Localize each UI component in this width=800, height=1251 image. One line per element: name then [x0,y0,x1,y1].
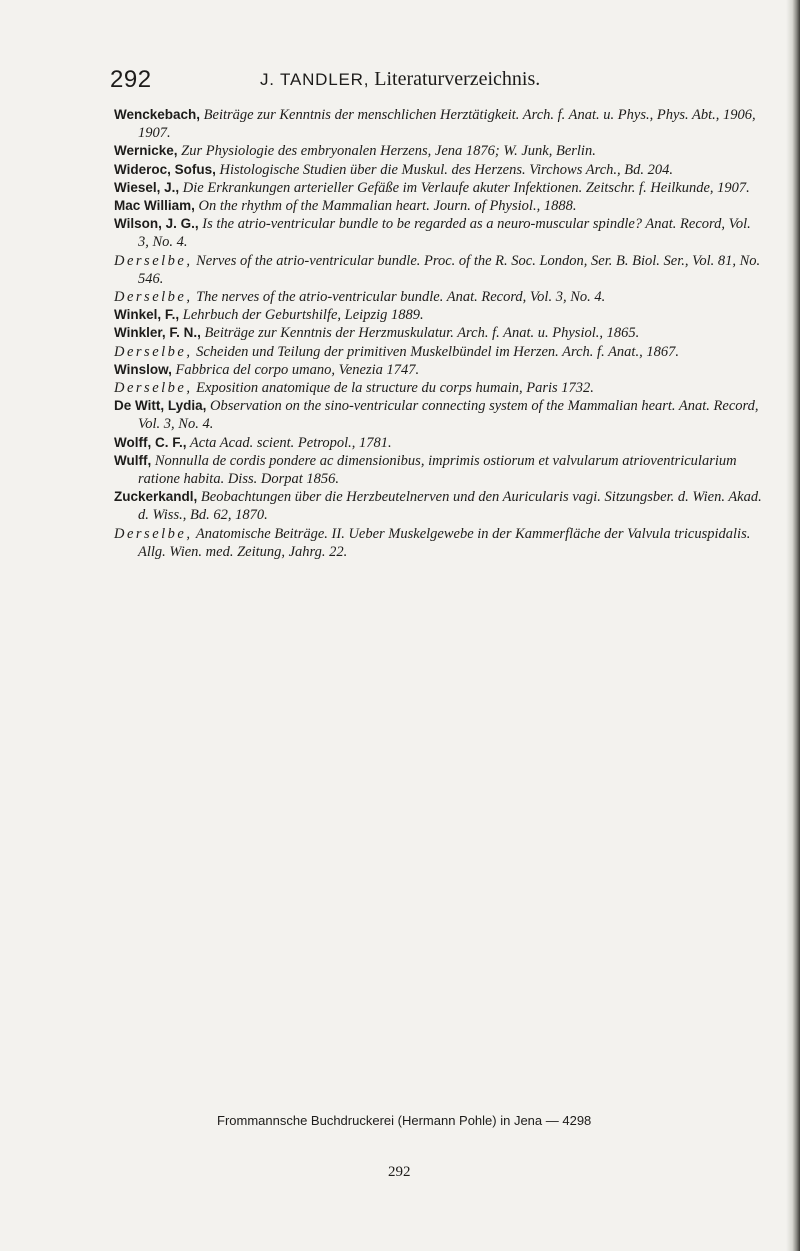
bibliography-entry [114,142,762,160]
entry-author: Wulff, [114,452,152,468]
entry-citation: Is the atrio-ventricular bundle to be regarded as a neuro-muscular spindle? Anat. Record, Vol. 3, No. 4. [138,216,751,251]
bibliography-entry [114,343,762,361]
entry-citation: Beiträge zur Kenntnis der Herzmuskulatur. Arch. f. Anat. u. Physiol., 1865. [200,325,640,342]
entry-citation: Beobachtungen über die Herzbeutelnerven und den Auricularis vagi. Sitzungsber. d. Wien. Akad. d. Wiss., Bd. 62, 1870. [138,489,762,524]
bibliography-entry [114,197,762,215]
entry-author: Wiesel, J., [114,179,180,195]
entry-author: Wernicke, [114,143,178,159]
entry-citation: Die Erkrankungen arterieller Gefäße im Verlaufe akuter Infektionen. Zeitschr. f. Heilkunde, 1907. [179,179,750,196]
entry-citation: Nonnulla de cordis pondere ac dimensionibus, imprimis ostiorum et valvularum atrioventricularium ratione habita. Diss. Dorpat 1856. [138,452,737,488]
entry-author: Derselbe, [114,252,193,269]
bibliography-list [114,106,762,561]
entry-citation: The nerves of the atrio-ventricular bundle. Anat. Record, Vol. 3, No. 4. [192,289,606,306]
entry-author: Zuckerkandl, [114,489,198,505]
entry-citation: Exposition anatomique de la structure du corps humain, Paris 1732. [192,380,594,397]
entry-citation: Acta Acad. scient. Petropol., 1781. [186,434,392,451]
bibliography-entry [114,379,762,397]
bibliography-entry [114,306,762,324]
entry-author: De Witt, Lydia, [114,398,207,414]
entry-author: Derselbe, [114,343,193,360]
printer-imprint: Frommannsche Buchdruckerei (Hermann Pohle) in Jena — 4298 [217,1113,592,1128]
entry-citation: On the rhythm of the Mammalian heart. Journ. of Physiol., 1888. [194,198,577,215]
bibliography-entry [114,252,762,288]
running-header [110,66,750,94]
entry-author: Winkler, F. N., [114,325,201,341]
bibliography-entry [114,288,762,306]
bibliography-entry [114,361,762,379]
entry-citation: Beiträge zur Kenntnis der menschlichen Herztätigkeit. Arch. f. Anat. u. Phys., Phys. Abt., 1906, 1907. [138,107,756,142]
page-edge-shadow [786,0,800,1251]
entry-author: Wenckebach, [114,107,201,122]
bibliography-entry [114,161,762,179]
entry-author: Wilson, J. G., [114,216,199,232]
entry-author: Wideroc, Sofus, [114,161,216,177]
entry-citation: Scheiden und Teilung der primitiven Muskelbündel im Herzen. Arch. f. Anat., 1867. [192,343,679,360]
bibliography-entry [114,452,762,488]
bibliography-entry [114,434,762,452]
entry-author: Mac William, [114,198,195,214]
entry-citation: Lehrbuch der Geburtshilfe, Leipzig 1889. [179,307,424,324]
entry-citation: Anatomische Beiträge. II. Ueber Muskelgewebe in der Kammerfläche der Valvula tricuspidalis. Allg. Wien. med. Zeitung, Jahrg. 22. [138,525,751,560]
bibliography-entry [114,488,762,524]
entry-citation: Zur Physiologie des embryonalen Herzens, Jena 1876; W. Junk, Berlin. [177,143,596,160]
bibliography-entry [114,106,762,142]
entry-author: Winslow, [114,361,172,377]
entry-citation: Observation on the sino-ventricular connecting system of the Mammalian heart. Anat. Record, Vol. 3, No. 4. [138,398,759,433]
running-head [260,68,540,91]
bibliography-entry [114,397,762,433]
entry-citation: Histologische Studien über die Muskul. des Herzens. Virchows Arch., Bd. 204. [215,161,673,178]
bibliography-entry [114,179,762,197]
bibliography-entry [114,215,762,251]
entry-citation: Fabbrica del corpo umano, Venezia 1747. [171,361,420,378]
bibliography-entry [114,324,762,342]
bibliography-entry [114,525,762,561]
running-head-author: J. TANDLER, [260,70,370,89]
entry-author: Winkel, F., [114,307,180,323]
entry-author: Derselbe, [114,525,193,542]
entry-author: Derselbe, [114,380,193,397]
entry-author: Wolff, C. F., [114,434,187,450]
entry-citation: Nerves of the atrio-ventricular bundle. Proc. of the R. Soc. London, Ser. B. Biol. Ser., Vol. 81, No. 546. [138,252,761,287]
running-head-title: Literaturverzeichnis. [374,68,541,90]
page-number-top: 292 [110,66,152,93]
page-number-bottom: 292 [388,1164,411,1180]
entry-author: Derselbe, [114,289,193,306]
